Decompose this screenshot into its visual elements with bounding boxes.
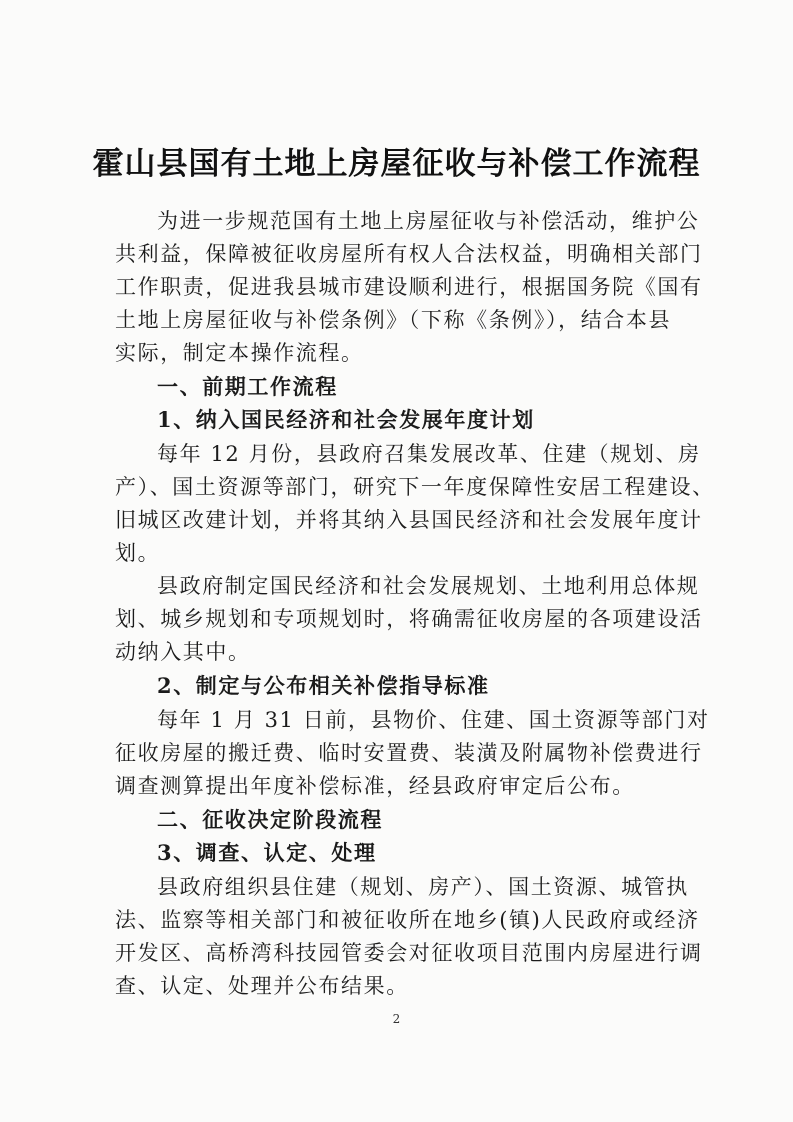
paragraph-line: 每年 1 月 31 日前，县物价、住建、国土资源等部门对 (157, 708, 710, 732)
intro-line: 共利益，保障被征收房屋所有权人合法权益，明确相关部门 (115, 242, 703, 266)
paragraph-line: 征收房屋的搬迁费、临时安置费、装潢及附属物补偿费进行 (115, 741, 703, 765)
intro-line: 工作职责，促进我县城市建设顺利进行，根据国务院《国有 (115, 275, 703, 299)
intro-line: 土地上房屋征收与补偿条例》（下称《条例》），结合本县 (115, 308, 672, 332)
section-heading: 二、征收决定阶段流程 (157, 807, 383, 832)
intro-line: 为进一步规范国有土地上房屋征收与补偿活动，维护公 (157, 209, 700, 233)
document-title: 霍山县国有土地上房屋征收与补偿工作流程 (92, 146, 701, 182)
paragraph-line: 旧城区改建计划，并将其纳入县国民经济和社会发展年度计 (115, 508, 703, 532)
paragraph-line: 动纳入其中。 (115, 640, 251, 664)
paragraph-line: 县政府制定国民经济和社会发展规划、土地利用总体规 (157, 574, 700, 598)
page-number: 2 (392, 1012, 401, 1026)
paragraph-line: 调查测算提出年度补偿标准，经县政府审定后公布。 (115, 774, 635, 798)
paragraph-line: 法、监察等相关部门和被征收所在地乡(镇)人民政府或经济 (115, 908, 700, 932)
section-heading: 一、前期工作流程 (157, 374, 338, 399)
paragraph-line: 县政府组织县住建（规划、房产）、国土资源、城管执 (157, 875, 689, 899)
paragraph-line: 产）、国土资源等部门，研究下一年度保障性安居工程建设、 (115, 475, 715, 499)
paragraph-line: 划、城乡规划和专项规划时，将确需征收房屋的各项建设活 (115, 607, 703, 631)
subsection-heading: 2、制定与公布相关补偿指导标准 (157, 673, 490, 698)
paragraph-line: 查、认定、处理并公布结果。 (115, 974, 409, 998)
paragraph-line: 划。 (115, 541, 161, 565)
paragraph-line: 每年 12 月份，县政府召集发展改革、住建（规划、房 (157, 442, 701, 466)
subsection-heading: 3、调查、认定、处理 (157, 840, 377, 865)
intro-line: 实际，制定本操作流程。 (115, 341, 364, 365)
subsection-heading: 1、纳入国民经济和社会发展年度计划 (157, 407, 535, 432)
paragraph-line: 开发区、高桥湾科技园管委会对征收项目范围内房屋进行调 (115, 941, 703, 965)
